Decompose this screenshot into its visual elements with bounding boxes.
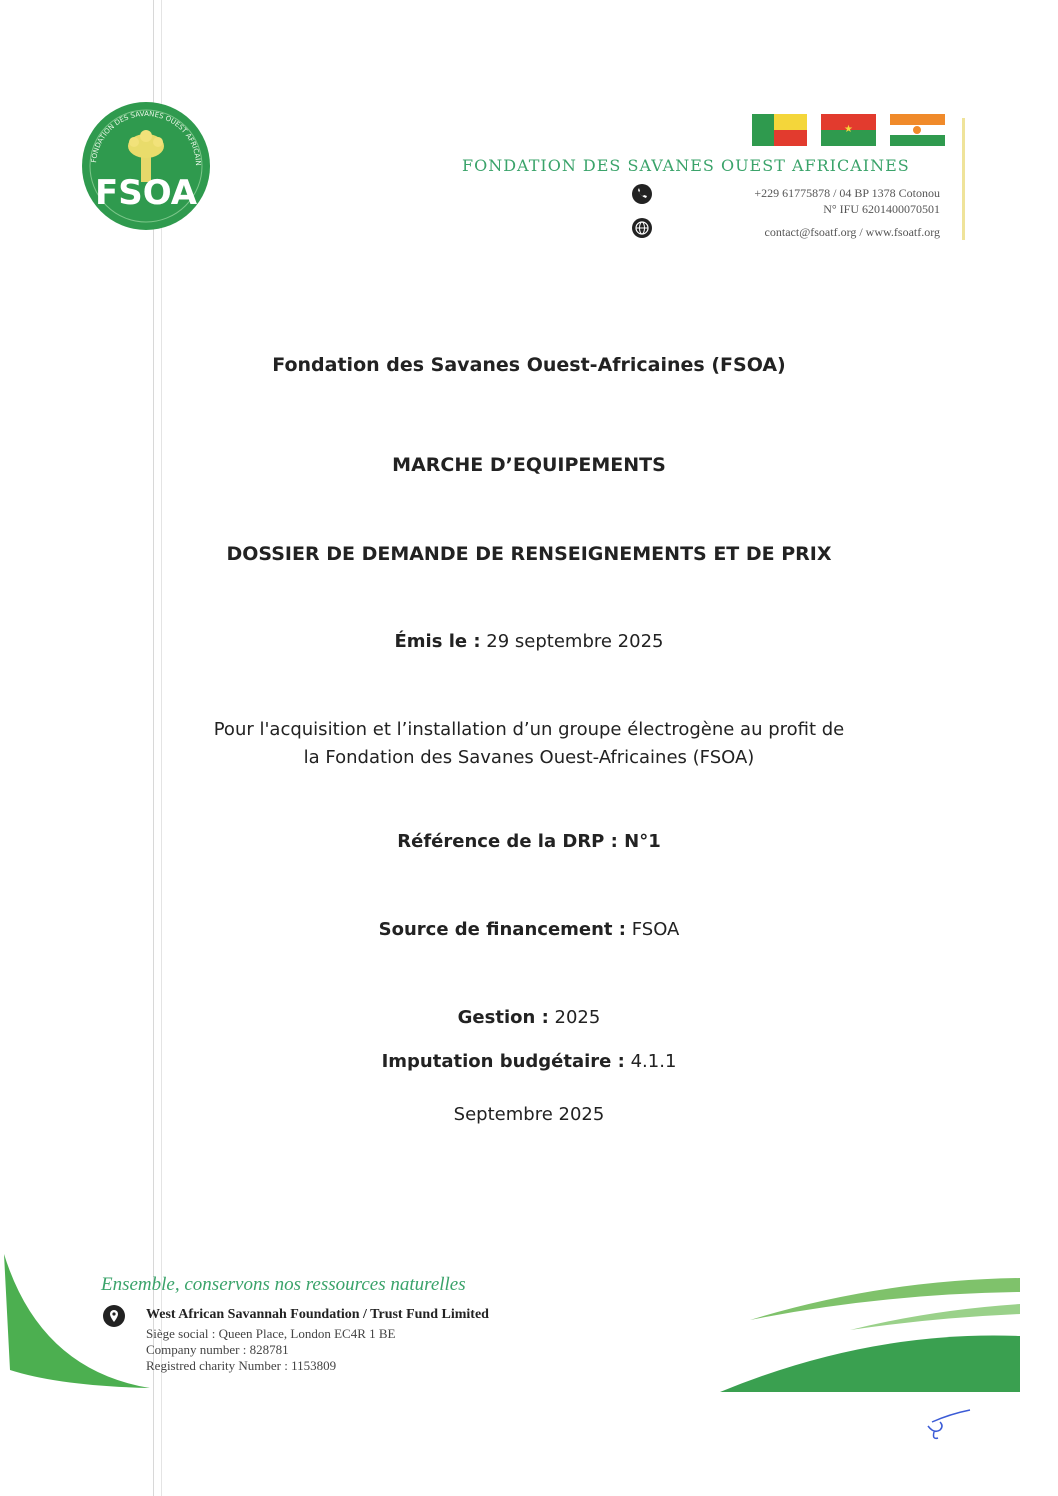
- gestion-value: 2025: [554, 1007, 601, 1028]
- dossier-title: DOSSIER DE DEMANDE DE RENSEIGNEMENTS ET DE PRIX: [226, 543, 832, 565]
- phone-icon: [632, 184, 652, 204]
- funding-value: FSOA: [631, 919, 680, 940]
- footer-wave-right: [700, 1270, 1030, 1400]
- footer-foundation: West African Savannah Foundation / Trust Fund Limited: [146, 1307, 489, 1322]
- burkina-faso-flag-icon: ★: [821, 114, 876, 146]
- footer-seat: Siège social : Queen Place, London EC4R 1 BE: [146, 1326, 396, 1341]
- logo-text: FSOA: [94, 173, 198, 213]
- market-title: MARCHE D’EQUIPEMENTS: [392, 454, 666, 476]
- handwritten-initial: [920, 1404, 976, 1444]
- imputation-label: Imputation budgétaire :: [381, 1051, 625, 1072]
- header-org-name: FONDATION DES SAVANES OUEST AFRICAINES: [462, 156, 910, 175]
- funding-label: Source de financement :: [378, 919, 626, 940]
- footer-slogan: Ensemble, conservons nos ressources naturelles: [101, 1274, 466, 1295]
- issued-value: 29 septembre 2025: [486, 631, 664, 652]
- gestion-line: [0, 1004, 1058, 1032]
- logo-ring-text: FONDATION DES SAVANES OUEST AFRICAIN: [90, 109, 203, 166]
- web-line: contact@fsoatf.org / www.fsoatf.org: [764, 225, 940, 239]
- header-divider: [962, 118, 965, 240]
- footer-charity: Registred charity Number : 1153809: [146, 1358, 337, 1373]
- footer-company: Company number : 828781: [146, 1342, 289, 1357]
- benin-flag-icon: [752, 114, 807, 146]
- document-date: Septembre 2025: [453, 1104, 605, 1125]
- location-pin-icon: [102, 1304, 126, 1328]
- ifu-line: N° IFU 6201400070501: [823, 202, 940, 216]
- purpose-paragraph: [0, 716, 1058, 772]
- phone-line: +229 61775878 / 04 BP 1378 Cotonou: [754, 186, 940, 200]
- fsoa-logo: [80, 100, 212, 232]
- flags-row: [752, 114, 945, 146]
- imputation-value: 4.1.1: [630, 1051, 677, 1072]
- reference-value: N°1: [624, 831, 661, 852]
- org-title: Fondation des Savanes Ouest-Africaines (FSOA): [272, 354, 786, 376]
- purpose-line: Pour l'acquisition et l’installation d’un groupe électrogène au profit de: [213, 719, 845, 740]
- imputation-line: [0, 1048, 1058, 1076]
- niger-flag-icon: [890, 114, 945, 146]
- globe-icon: [632, 218, 652, 238]
- issued-line: [0, 628, 1058, 656]
- reference-label: Référence de la DRP :: [397, 831, 618, 852]
- funding-line: [0, 916, 1058, 944]
- reference-line: [0, 828, 1058, 856]
- issued-label: Émis le :: [394, 631, 481, 652]
- purpose-line: la Fondation des Savanes Ouest-Africaines (FSOA): [303, 747, 755, 768]
- gestion-label: Gestion :: [457, 1007, 549, 1028]
- footer-wave-left: [0, 1250, 160, 1400]
